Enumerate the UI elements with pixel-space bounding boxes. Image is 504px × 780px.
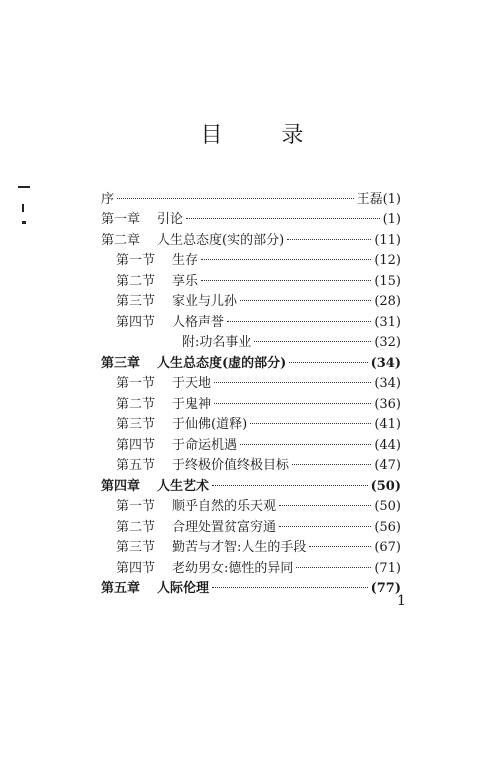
dot-leader	[214, 403, 371, 404]
dot-leader	[214, 382, 371, 383]
toc-entry-section: 引论	[157, 212, 184, 227]
toc-entry-label: 序	[101, 192, 115, 207]
dot-leader	[296, 567, 371, 568]
toc-entry-page: 王磊(1)	[356, 192, 401, 207]
toc-entry-section	[116, 559, 401, 579]
toc-entry-preface	[101, 190, 401, 210]
dot-leader	[292, 464, 371, 465]
toc-entry-appendix	[182, 333, 401, 353]
toc-entry-label: 第四节	[116, 438, 156, 453]
toc-entry-chapter	[101, 354, 401, 374]
toc-entry-label: 第二节	[116, 520, 156, 535]
toc-entry-chapter	[101, 210, 401, 230]
toc-entry-section	[116, 292, 401, 312]
toc-entry-section	[116, 251, 401, 271]
toc-entry-section	[116, 456, 401, 476]
toc-entry-label: 第一节	[116, 253, 156, 268]
toc-entry-section: 于终极价值终极目标	[172, 458, 290, 473]
toc-entry-section: 享乐	[172, 274, 199, 289]
toc-entry-section: 人生总态度(虚的部分)	[157, 356, 287, 371]
dot-leader	[254, 341, 371, 342]
page-title: 目 录	[200, 123, 330, 148]
toc-entry-label: 第四节	[116, 315, 156, 330]
toc-entry-label: 第五节	[116, 458, 156, 473]
toc-entry-section: 家业与儿孙	[172, 294, 238, 309]
toc-entry-section	[116, 272, 401, 292]
dot-leader	[279, 505, 371, 506]
dot-leader	[212, 485, 368, 486]
toc-entry-page: (50)	[374, 499, 401, 514]
toc-entry-page: (34)	[370, 356, 401, 371]
toc-entry-label: 第四节	[116, 561, 156, 576]
toc-entry-page: (1)	[382, 212, 401, 227]
toc-entry-section	[116, 436, 401, 456]
toc-entry-label: 第三节	[116, 417, 156, 432]
toc-entry-section: 于鬼神	[172, 397, 212, 412]
dot-leader	[212, 587, 368, 588]
toc-entry-page: (32)	[374, 335, 401, 350]
dot-leader	[309, 546, 371, 547]
toc-entry-chapter	[101, 579, 401, 599]
toc-entry-label: 第二章	[101, 233, 141, 248]
scan-mark	[22, 221, 26, 224]
toc-entry-page: (41)	[374, 417, 401, 432]
toc-entry-section	[116, 497, 401, 517]
toc-entry-section: 合理处置贫富穷通	[172, 520, 277, 535]
toc-entry-section: 老幼男女:德性的异同	[172, 561, 294, 576]
dot-leader	[117, 198, 354, 199]
toc-entry-page: (71)	[374, 561, 401, 576]
toc-entry-label: 第二节	[116, 274, 156, 289]
toc-entry-page: (34)	[374, 376, 401, 391]
toc-entry-section: 人生总态度(实的部分)	[157, 233, 285, 248]
toc-entry-label: 第三章	[101, 356, 141, 371]
toc-entry-section: 于仙佛(道释)	[172, 417, 248, 432]
dot-leader	[227, 321, 371, 322]
dot-leader	[279, 526, 371, 527]
toc-entry-section	[116, 313, 401, 333]
dot-leader	[186, 218, 380, 219]
toc-entry-label: 第一章	[101, 212, 141, 227]
toc-entry-label: 第五章	[101, 581, 141, 596]
toc-entry-chapter	[101, 231, 401, 251]
toc-entry-section	[116, 374, 401, 394]
toc-entry-page: (77)	[370, 581, 401, 596]
toc-entry-page: (15)	[374, 274, 401, 289]
dot-leader	[240, 444, 371, 445]
toc-entry-label: 第三节	[116, 294, 156, 309]
toc-entry-page: (67)	[374, 540, 401, 555]
toc-entry-page: (36)	[374, 397, 401, 412]
scan-mark	[22, 204, 24, 212]
toc-entry-label: 第四章	[101, 479, 141, 494]
toc-entry-section: 勤苦与才智:人生的手段	[172, 540, 307, 555]
toc-entry-label: 第三节	[116, 540, 156, 555]
toc-entry-label: 第一节	[116, 376, 156, 391]
toc-entry-label: 附:功名事业	[182, 335, 252, 350]
toc-entry-label: 第一节	[116, 499, 156, 514]
toc-entry-section	[116, 538, 401, 558]
toc-entry-section: 顺乎自然的乐天观	[172, 499, 277, 514]
toc-entry-section: 人格声誉	[172, 315, 225, 330]
toc-entry-page: (44)	[374, 438, 401, 453]
toc-entry-page: (56)	[374, 520, 401, 535]
dot-leader	[201, 280, 371, 281]
dot-leader	[201, 259, 371, 260]
toc-entry-section: 人生艺术	[157, 479, 210, 494]
toc-entry-chapter	[101, 477, 401, 497]
toc-entry-page: (11)	[374, 233, 401, 248]
dot-leader	[250, 423, 371, 424]
toc-entry-section: 生存	[172, 253, 199, 268]
dot-leader	[289, 362, 367, 363]
scan-mark	[18, 186, 30, 188]
toc-entry-label: 第二节	[116, 397, 156, 412]
toc-entry-page: (50)	[370, 479, 401, 494]
toc-entry-section	[116, 395, 401, 415]
toc-entry-section	[116, 518, 401, 538]
toc-entry-page: (47)	[374, 458, 401, 473]
toc-entry-page: (12)	[374, 253, 401, 268]
toc-entry-section: 于天地	[172, 376, 212, 391]
toc-entry-page: (31)	[374, 315, 401, 330]
toc-entry-section: 人际伦理	[157, 581, 210, 596]
toc-entry-section	[116, 415, 401, 435]
toc-entry-section: 于命运机遇	[172, 438, 238, 453]
dot-leader	[240, 300, 371, 301]
toc-entry-page: (28)	[374, 294, 401, 309]
dot-leader	[287, 239, 371, 240]
page-number: 1	[397, 593, 406, 609]
